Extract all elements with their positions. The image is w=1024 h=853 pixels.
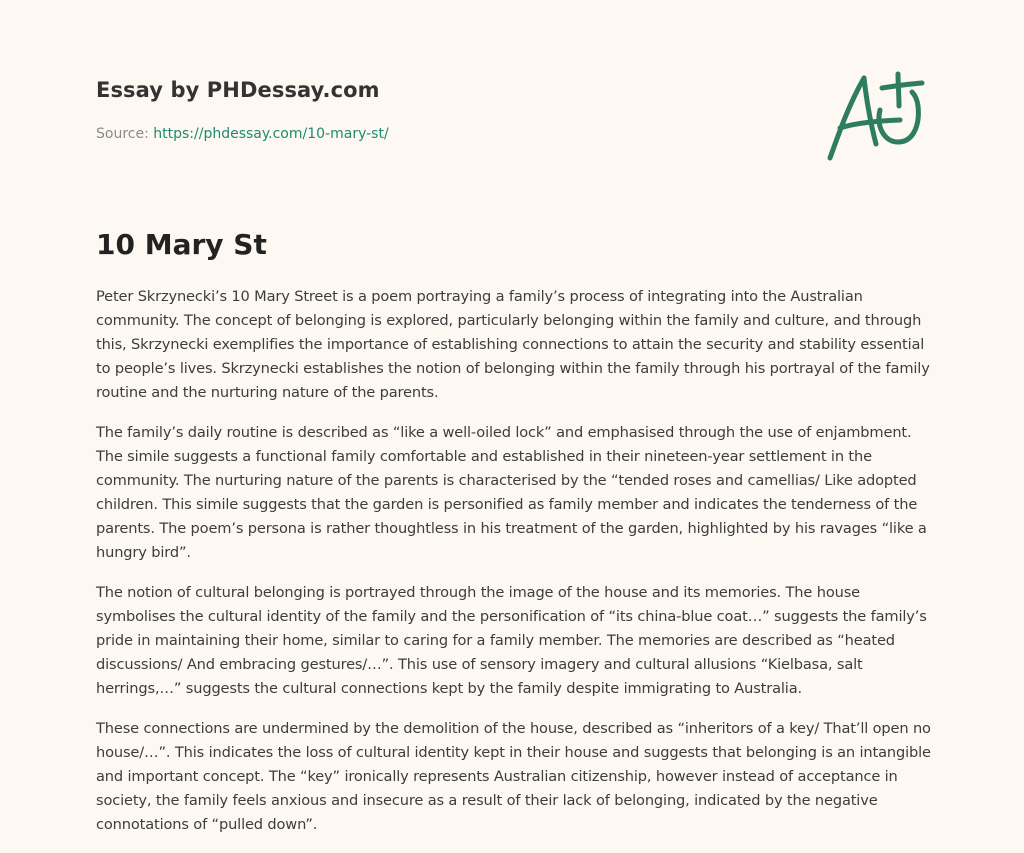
source-link[interactable]: https://phdessay.com/10-mary-st/ [153, 126, 389, 142]
a-plus-logo-icon [820, 66, 930, 166]
source-label: Source: [96, 126, 154, 142]
essay-paragraph: The notion of cultural belonging is portrayed through the image of the house and its memories. The house symbolises the cultural identity of the family and the personification of “its china-blue coat…” suggests the family’s pride in maintaining their home, similar to caring for a family member. The memories are described as “heated discussions/ And embracing gestures/…”. This use of sensory imagery and cultural allusions “Kielbasa, salt herrings,…” suggests the cultural connections kept by the family despite immigrating to Australia. [96, 584, 927, 697]
site-brand: Essay by PHDessay.com [96, 78, 380, 102]
essay-title: 10 Mary St [96, 228, 267, 261]
page-header [96, 76, 736, 144]
essay-paragraph: The family’s daily routine is described as “like a well-oiled lock” and emphasised through the use of enjambment. The simile suggests a functional family comfortable and established in their nineteen-year settlement in the community. The nurturing nature of the parents is characterised by the “tended roses and camellias/ Like adopted children. This simile suggests that the garden is personified as family member and indicates the tenderness of the parents. The poem’s persona is rather thoughtless in his treatment of the garden, highlighted by his ravages “like a hungry bird”. [96, 424, 927, 561]
essay-body [96, 285, 932, 853]
essay-paragraph: These connections are undermined by the demolition of the house, described as “inheritors of a key/ That’ll open no house/…”. This indicates the loss of cultural identity kept in their house and suggests that belonging is an intangible and important concept. The “key” ironically represents Australian citizenship, however instead of acceptance in society, the family feels anxious and insecure as a result of their lack of belonging, indicated by the negative connotations of “pulled down”. [96, 720, 931, 833]
essay-paragraph: Peter Skrzynecki’s 10 Mary Street is a poem portraying a family’s process of integrating into the Australian community. The concept of belonging is explored, particularly belonging within the family and culture, and through this, Skrzynecki exemplifies the importance of establishing connections to attain the security and stability essential to people’s lives. Skrzynecki establishes the notion of belonging within the family through his portrayal of the family routine and the nurturing nature of the parents. [96, 288, 930, 401]
source-line [96, 124, 736, 144]
